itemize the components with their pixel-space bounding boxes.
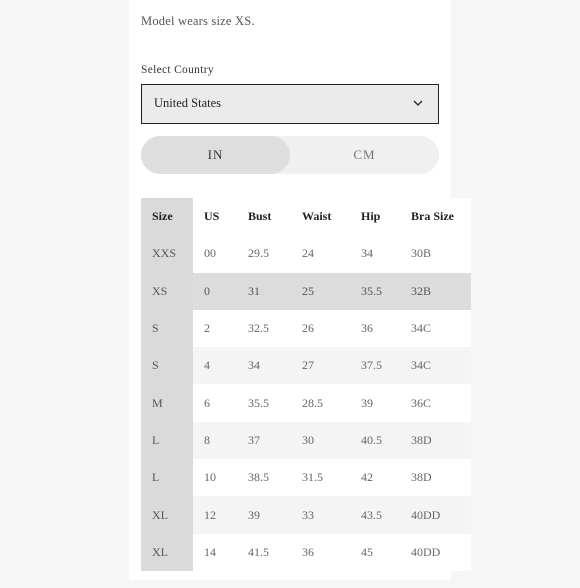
cell-size: L: [141, 422, 193, 459]
country-select[interactable]: [141, 84, 439, 124]
cell-bust: 37: [237, 422, 291, 459]
cell-waist: 31.5: [291, 459, 350, 496]
header-us: US: [193, 198, 237, 235]
header-size: Size: [141, 198, 193, 235]
size-table-header-row: [141, 198, 471, 235]
cell-hip: 42: [350, 459, 400, 496]
cell-bust: 38.5: [237, 459, 291, 496]
table-row: [141, 310, 471, 347]
cell-bra-size: 40DD: [400, 534, 471, 571]
cell-waist: 25: [291, 273, 350, 310]
header-hip: Hip: [350, 198, 400, 235]
cell-waist: 33: [291, 496, 350, 533]
cell-bust: 32.5: [237, 310, 291, 347]
cell-bra-size: 38D: [400, 422, 471, 459]
cell-waist: 30: [291, 422, 350, 459]
cell-hip: 39: [350, 384, 400, 421]
cell-waist: 27: [291, 347, 350, 384]
cell-us: 8: [193, 422, 237, 459]
cell-bust: 31: [237, 273, 291, 310]
cell-bra-size: 30B: [400, 235, 471, 272]
table-row: [141, 384, 471, 421]
table-row: [141, 422, 471, 459]
country-select-label: Select Country: [141, 64, 214, 76]
cell-us: 12: [193, 496, 237, 533]
cell-hip: 40.5: [350, 422, 400, 459]
cell-hip: 37.5: [350, 347, 400, 384]
cell-hip: 35.5: [350, 273, 400, 310]
unit-option-in[interactable]: IN: [141, 136, 290, 174]
cell-bra-size: 34C: [400, 347, 471, 384]
cell-bra-size: 40DD: [400, 496, 471, 533]
cell-hip: 36: [350, 310, 400, 347]
model-size-note: Model wears size XS.: [141, 14, 255, 28]
table-row: [141, 235, 471, 272]
cell-hip: 34: [350, 235, 400, 272]
table-row: [141, 496, 471, 533]
cell-us: 0: [193, 273, 237, 310]
cell-size: XXS: [141, 235, 193, 272]
cell-bra-size: 32B: [400, 273, 471, 310]
country-select-value: United States: [154, 96, 222, 110]
cell-waist: 28.5: [291, 384, 350, 421]
cell-bust: 35.5: [237, 384, 291, 421]
table-row: [141, 459, 471, 496]
header-bust: Bust: [237, 198, 291, 235]
cell-waist: 24: [291, 235, 350, 272]
cell-us: 2: [193, 310, 237, 347]
cell-bust: 41.5: [237, 534, 291, 571]
cell-us: 4: [193, 347, 237, 384]
chevron-down-icon: [412, 97, 424, 109]
size-table-container[interactable]: [141, 198, 454, 588]
table-row: [141, 534, 471, 571]
cell-waist: 26: [291, 310, 350, 347]
cell-size: S: [141, 347, 193, 384]
cell-bra-size: 34C: [400, 310, 471, 347]
cell-hip: 43.5: [350, 496, 400, 533]
cell-us: 14: [193, 534, 237, 571]
cell-size: L: [141, 459, 193, 496]
cell-us: 00: [193, 235, 237, 272]
size-guide-panel: [129, 0, 454, 580]
cell-hip: 45: [350, 534, 400, 571]
cell-bust: 34: [237, 347, 291, 384]
cell-bust: 29.5: [237, 235, 291, 272]
size-table: [141, 198, 471, 571]
cell-us: 6: [193, 384, 237, 421]
cell-size: XL: [141, 534, 193, 571]
cell-size: M: [141, 384, 193, 421]
cell-size: S: [141, 310, 193, 347]
cell-size: XL: [141, 496, 193, 533]
unit-option-cm[interactable]: CM: [353, 147, 376, 162]
cell-bra-size: 38D: [400, 459, 471, 496]
cell-bust: 39: [237, 496, 291, 533]
unit-toggle: [141, 136, 439, 174]
cell-size: XS: [141, 273, 193, 310]
cell-waist: 36: [291, 534, 350, 571]
header-bra-size: Bra Size: [400, 198, 471, 235]
header-waist: Waist: [291, 198, 350, 235]
table-row-highlighted: [141, 273, 471, 310]
cell-us: 10: [193, 459, 237, 496]
cell-bra-size: 36C: [400, 384, 471, 421]
table-row: [141, 347, 471, 384]
